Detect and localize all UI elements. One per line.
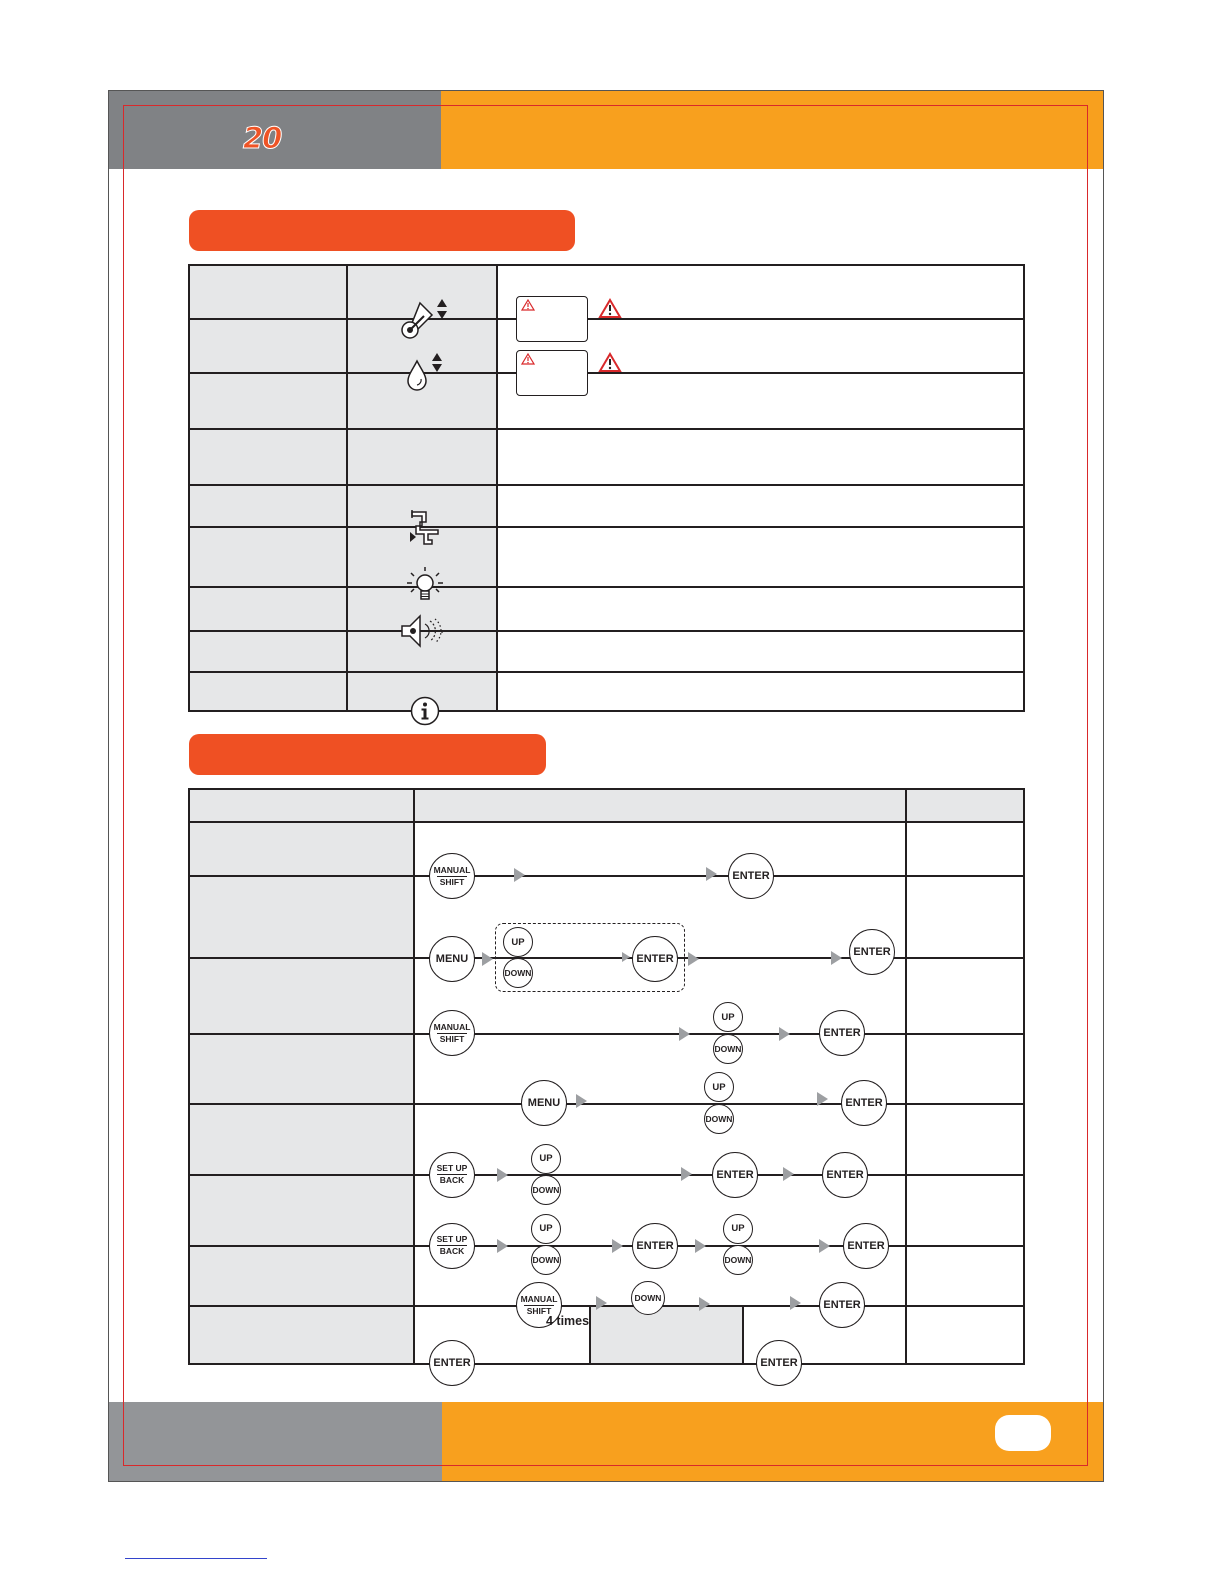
enter-button[interactable]: ENTER	[429, 1340, 475, 1386]
enter-button[interactable]: ENTER	[819, 1282, 865, 1328]
enter-button[interactable]: ENTER	[849, 929, 895, 975]
arrow-right-icon	[612, 1239, 623, 1253]
table-row	[189, 822, 1024, 876]
arrow-right-icon	[688, 952, 699, 966]
down-button[interactable]: DOWN	[713, 1034, 743, 1064]
footer-gray-band	[109, 1402, 442, 1481]
humidity-drop-updown-icon	[403, 351, 453, 395]
up-button[interactable]: UP	[723, 1214, 753, 1244]
enter-button[interactable]: ENTER	[728, 853, 774, 899]
table-row	[189, 587, 1024, 631]
up-button[interactable]: UP	[531, 1144, 561, 1174]
display-warning-box	[516, 350, 588, 396]
setup-back-button[interactable]: SET UP BACK	[429, 1152, 475, 1198]
manual-shift-button[interactable]: MANUAL SHIFT	[516, 1282, 562, 1328]
arrow-right-icon	[790, 1296, 801, 1310]
warning-mini-icon	[521, 299, 535, 311]
bottom-link-underline	[125, 1558, 267, 1559]
down-button[interactable]: DOWN	[704, 1104, 734, 1134]
enter-button[interactable]: ENTER	[841, 1080, 887, 1126]
table-row	[189, 429, 1024, 485]
down-button[interactable]: DOWN	[531, 1245, 561, 1275]
up-button[interactable]: UP	[531, 1214, 561, 1244]
speaker-icon	[398, 612, 450, 650]
arrow-right-icon	[695, 1239, 706, 1253]
table-row	[189, 1104, 1024, 1175]
enter-button[interactable]: ENTER	[632, 936, 678, 982]
warning-icon	[598, 352, 622, 373]
down-button[interactable]: DOWN	[631, 1281, 665, 1315]
brand-number: 20	[243, 121, 282, 155]
enter-button[interactable]: ENTER	[632, 1223, 678, 1269]
thermometer-updown-icon	[396, 297, 456, 341]
table-row	[189, 1306, 1024, 1364]
page-number-pill	[995, 1415, 1051, 1451]
light-bulb-icon	[403, 565, 447, 609]
down-button[interactable]: DOWN	[503, 958, 533, 988]
display-warning-box	[516, 296, 588, 342]
arrow-right-icon	[576, 1094, 587, 1108]
warning-mini-icon	[521, 353, 535, 365]
arrow-right-icon	[497, 1239, 508, 1253]
table-row	[189, 1175, 1024, 1246]
enter-button[interactable]: ENTER	[843, 1223, 889, 1269]
times-label: 4 times	[546, 1314, 590, 1328]
table-row	[189, 631, 1024, 672]
table-row	[189, 527, 1024, 587]
manual-shift-button[interactable]: MANUAL SHIFT	[429, 853, 475, 899]
enter-button[interactable]: ENTER	[822, 1152, 868, 1198]
table-header-row	[189, 789, 1024, 822]
up-button[interactable]: UP	[713, 1002, 743, 1032]
manual-shift-button[interactable]: MANUAL SHIFT	[429, 1010, 475, 1056]
table-row	[189, 373, 1024, 429]
arrow-right-icon	[514, 868, 525, 882]
arrow-right-icon	[817, 1092, 828, 1106]
setup-back-button[interactable]: SET UP BACK	[429, 1223, 475, 1269]
arrow-right-icon	[699, 1297, 710, 1311]
section-header-operations	[189, 734, 546, 775]
arrow-right-icon	[779, 1027, 790, 1041]
table-row	[189, 672, 1024, 711]
warning-icon	[598, 298, 622, 319]
table-row	[189, 1246, 1024, 1306]
enter-button[interactable]: ENTER	[712, 1152, 758, 1198]
arrow-right-icon	[596, 1296, 607, 1310]
arrow-right-icon	[819, 1239, 830, 1253]
arrow-right-icon	[831, 951, 842, 965]
arrow-right-icon	[706, 867, 717, 881]
table-row	[189, 319, 1024, 373]
down-button[interactable]: DOWN	[531, 1175, 561, 1205]
arrow-right-icon	[783, 1167, 794, 1181]
enter-button[interactable]: ENTER	[756, 1340, 802, 1386]
arrow-right-icon	[679, 1027, 690, 1041]
arrow-right-icon	[681, 1167, 692, 1181]
arrow-right-icon	[482, 952, 493, 966]
header-orange-band	[441, 91, 1103, 169]
flow-valve-icon	[406, 508, 446, 546]
down-button[interactable]: DOWN	[723, 1245, 753, 1275]
table-row	[189, 485, 1024, 527]
arrow-right-icon	[497, 1168, 508, 1182]
arrow-right-icon	[622, 952, 630, 962]
info-icon	[409, 695, 441, 727]
table-row	[189, 265, 1024, 319]
operations-table	[188, 788, 1025, 1369]
up-button[interactable]: UP	[503, 927, 533, 957]
section-header-icons	[189, 210, 575, 251]
icons-table	[188, 264, 1025, 712]
menu-button[interactable]: MENU	[521, 1080, 567, 1126]
table-row	[189, 876, 1024, 958]
up-button[interactable]: UP	[704, 1072, 734, 1102]
table-row	[189, 1034, 1024, 1104]
enter-button[interactable]: ENTER	[819, 1010, 865, 1056]
menu-button[interactable]: MENU	[429, 936, 475, 982]
